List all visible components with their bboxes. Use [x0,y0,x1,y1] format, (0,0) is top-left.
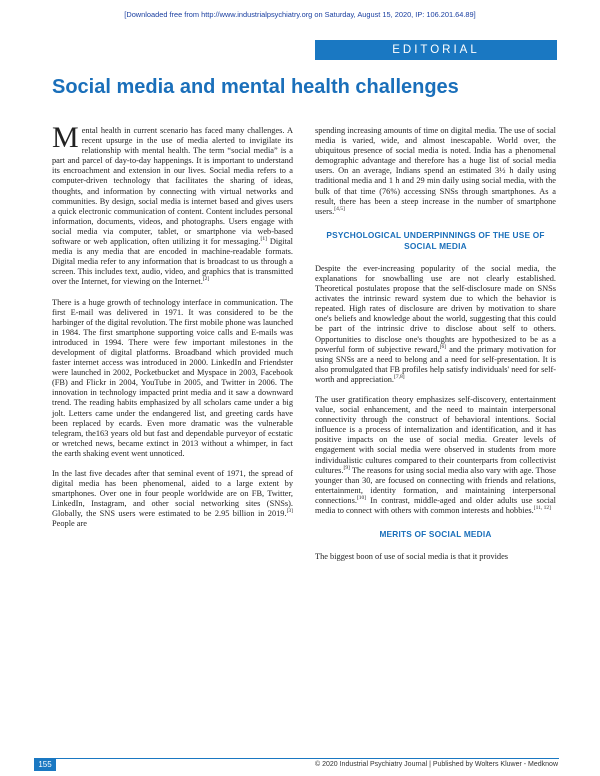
paragraph-text: In contrast, middle-aged and older adults use social media to connect with others with common interests and hobbies. [315,495,556,515]
paragraph [315,552,556,562]
footer-copyright: © 2020 Industrial Psychiatry Journal | Published by Wolters Kluwer - Medknow [314,761,558,768]
paragraph [315,126,556,217]
section-heading-psychological-underpinnings: PSYCHOLOGICAL UNDERPINNINGS OF THE USE OF SOCIAL MEDIA [326,229,545,251]
reference-marker[interactable]: [3] [286,508,293,515]
paragraph [315,395,556,516]
paragraph-text: The reasons for using social media also vary with age. Those younger than 30, are focused on connecting with friends and relations, entertainment, identity formation, and maintaining interpersonal connections. [315,465,556,505]
reference-marker[interactable]: [10] [356,495,367,502]
download-banner[interactable]: [Downloaded free from http://www.industrialpsychiatry.org on Saturday, August 15, 2020, IP: 106.201.64.89] [124,10,476,19]
reference-marker[interactable]: [1] [260,236,267,243]
page-number: 155 [34,759,56,771]
section-label: EDITORIAL [315,40,557,60]
paragraph-text: The user gratification theory emphasizes self-discovery, entertainment value, social enhancement, and the need to maintain interpersonal connectivity through the construct of behavioral intentions. Social influence is a process of internalization and identification, and it has positive impacts on the use of social media. Greater levels of engagement with social media were observed in students from more individualistic cultures compared to their counterparts from collectivist cultures. [315,394,556,475]
paragraph-text: and the primary motivation for using SNSs are a need to belong and a need for self-presentation. It is also promulgated that FB profiles help satisfy individuals' need for self-worth and appreciation. [315,344,556,384]
paragraph-text: In the last five decades after that seminal event of 1971, the spread of digital media has been phenomenal, aided to a large extent by smartphones. Over one in four people worldwide are on FB, Twitter, LinkedIn, Instagram, and other social networking sites (SNSs). Globally, the SNS users were estimated to be 2.95 billion in 2019. [52,469,293,519]
left-column [52,121,293,736]
paragraph [52,121,293,288]
reference-marker[interactable]: [2] [202,276,210,283]
paragraph-text: There is a huge growth of technology interface in communication. The first E-mail was delivered in 1971. It was considered to be the harbinger of the digital revolution. The first mobile phone was launched in 1984. The first smartphone supporting voice calls and E-mails was introduced in 1994. There were few important milestones in the development of digital platforms. Broadband which provided much faster internet access was introduced in 2000. LinkedIn and Friendster were launched in 2002, Pocketbucket and Myspace in 2003, Facebook (FB) and Flickr in 2004, YouTube in 2005, and Twitter in 2006. The innovation in technology impacted print media and it saw a downward trend. The reading habits emphasized by all scholars came under a big jolt. Letters came under the endangered list, and greeting cards have been replaced by ecards. Even more dramatic was the vulnerable telegram, the163 years old but fast and dependable purveyor of ecstatic or wretched news, became extinct in 2013 without a whimper, in fact the earth shaking event went unnoticed. [52,297,293,458]
reference-marker[interactable]: [9] [343,464,350,471]
footer-divider [34,758,559,759]
section-heading-merits: MERITS OF SOCIAL MEDIA [379,529,492,540]
paragraph-text: spending increasing amounts of time on digital media. The use of social media is varied, wide, and almost inescapable. World over, the ubiquitous presence of social media is noted. India has a phenomenal demographic advantage and therefore has a huge list of social media users. On an average, Indians spend an estimated 3½ h daily using traditional media and 1 h and 29 min daily using social media, with the bulk of that time (76%) accessing SNSs through smartphones. As a result, there has been a steep increase in the number of smartphone users. [315,126,556,216]
paragraph-text: The biggest boon of use of social media is that it provides [315,552,509,562]
paragraph [315,264,556,385]
right-column [315,126,556,736]
paragraph [52,469,293,530]
paragraph-text: Despite the ever-increasing popularity of the social media, the explanations for snowballing use are not clearly established. Theoretical postulates propose that the self-disclosure made on SNSs activates the intrinsic reward system due to which the behavior is repeated. High rates of disclosure are driven by motivation to share one's beliefs and knowledge about the world, suggesting that this could be part of the intrinsic drive to disclose about self to others. Opportunities to disclose one's thoughts are hypothesized to be as a powerful form of subjective reward, [315,263,556,354]
paragraph-text: Digital media is any media that are encoded in machine-readable formats. Digital media refer to any information that is broadcast to us through a screen. This includes text, audio, video, and graphics that is transmitted over the Internet, for viewing on the Internet. [52,237,293,287]
reference-marker[interactable]: [6] [439,343,447,350]
paragraph-text: Mental health in current scenario has faced many challenges. A recent upsurge in the use of media alerted to invigilate its relationship with mental health. The term “social media” is a part and parcel of day-to-day happenings. It is important to understand its encroachment and extension in our lives. Social media refers to a computer-driven technology that facilitates the sharing of ideas, thoughts, and information by connecting with virtual networks and communities. By design, social media is internet based and gives users a quick electronic communication of content. Content includes personal information, documents, videos, and photographs. Users engage with social media via computer, tablet, or smartphone via web-based software or web application, often utilizing it for messaging. [52,121,293,247]
reference-marker[interactable]: [7,8] [394,374,405,381]
reference-marker[interactable]: [4,5] [334,205,345,212]
article-title: Social media and mental health challenges [52,76,459,98]
paragraph [52,298,293,460]
paragraph-text: People are [52,519,87,529]
reference-marker[interactable]: [11, 12] [533,505,551,512]
